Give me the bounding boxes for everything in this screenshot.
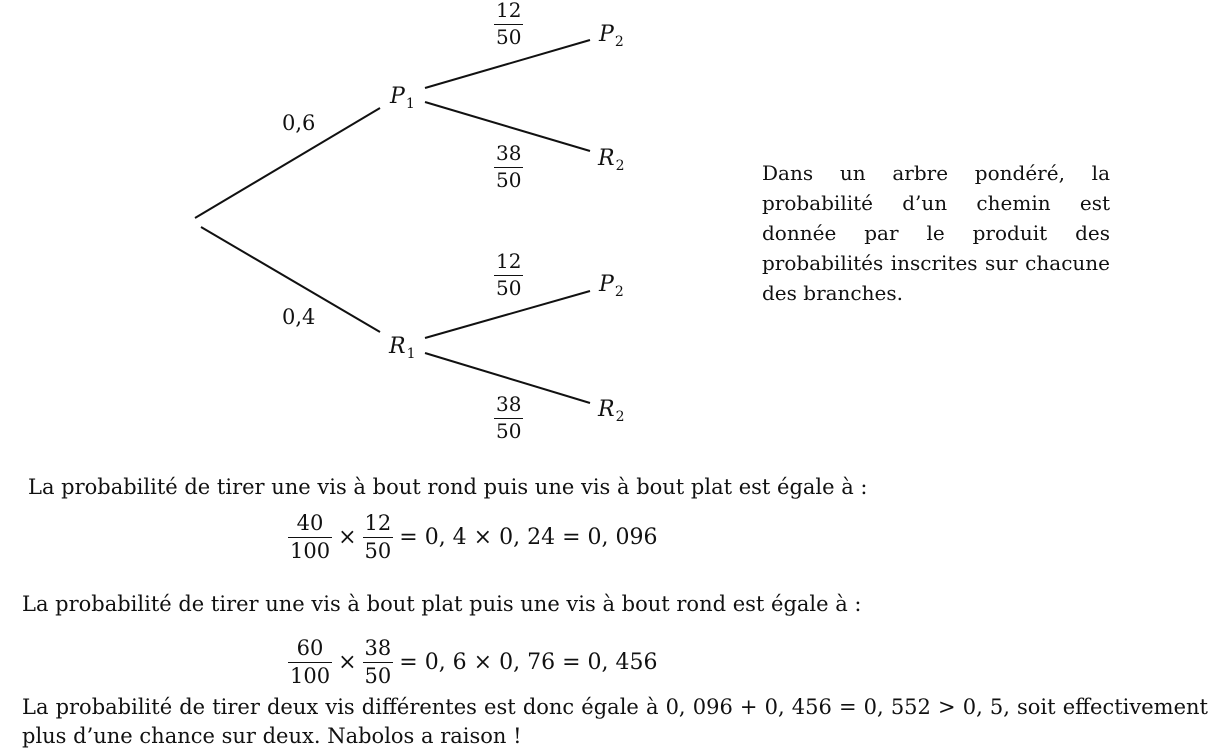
paragraph-2: La probabilité de tirer une vis à bout plat puis une vis à bout rond est égale à : (22, 592, 862, 616)
eq2-result: = 0, 6 × 0, 76 = 0, 456 (399, 649, 658, 675)
fraction-p1-r2: 38 50 (496, 141, 522, 193)
node-r1: $R_1$ (389, 334, 416, 362)
eq1-result: = 0, 4 × 0, 24 = 0, 096 (399, 524, 658, 550)
node-p1-r2: $R_2$ (598, 146, 625, 174)
side-note: Dans un arbre pondéré, la probabilité d’un chemin est donnée par le produit des probabilités inscrites sur chacune des branches. (762, 161, 1110, 305)
node-p1-p2: $P_2$ (599, 22, 624, 50)
conclusion (22, 693, 1208, 751)
eq2-fraction-2: $\frac{38}{50}$ (364, 636, 392, 689)
node-p1: $P_1$ (390, 84, 415, 112)
eq2-fraction-1: $\frac{60}{100}$ (290, 636, 331, 689)
eq1-fraction-2: $\frac{12}{50}$ (364, 511, 392, 564)
eq2-operator: × (338, 649, 357, 675)
branch-label-r1: 0,4 (282, 305, 316, 329)
fraction-p1-p2: 12 50 (496, 0, 522, 50)
equation-2 (288, 637, 657, 687)
conclusion-line-1: La probabilité de tirer deux vis différentes est donc égale à 0, 096 + 0, 456 = 0, 552 > 0, 5, soit effectivement (22, 695, 1208, 719)
fraction-r1-r2: 38 50 (496, 392, 522, 444)
eq1-operator: × (338, 524, 357, 550)
probability-tree (0, 0, 760, 460)
fraction-r1-p2: 12 50 (496, 249, 522, 301)
node-r1-p2: $P_2$ (599, 272, 624, 300)
conclusion-line-2: plus d’une chance sur deux. Nabolos a raison ! (22, 724, 522, 748)
node-r1-r2: $R_2$ (598, 397, 625, 425)
eq1-fraction-1: $\frac{40}{100}$ (290, 511, 331, 564)
equation-1 (288, 512, 657, 562)
branch-label-p1: 0,6 (282, 111, 316, 135)
paragraph-1: La probabilité de tirer une vis à bout rond puis une vis à bout plat est égale à : (28, 475, 868, 499)
